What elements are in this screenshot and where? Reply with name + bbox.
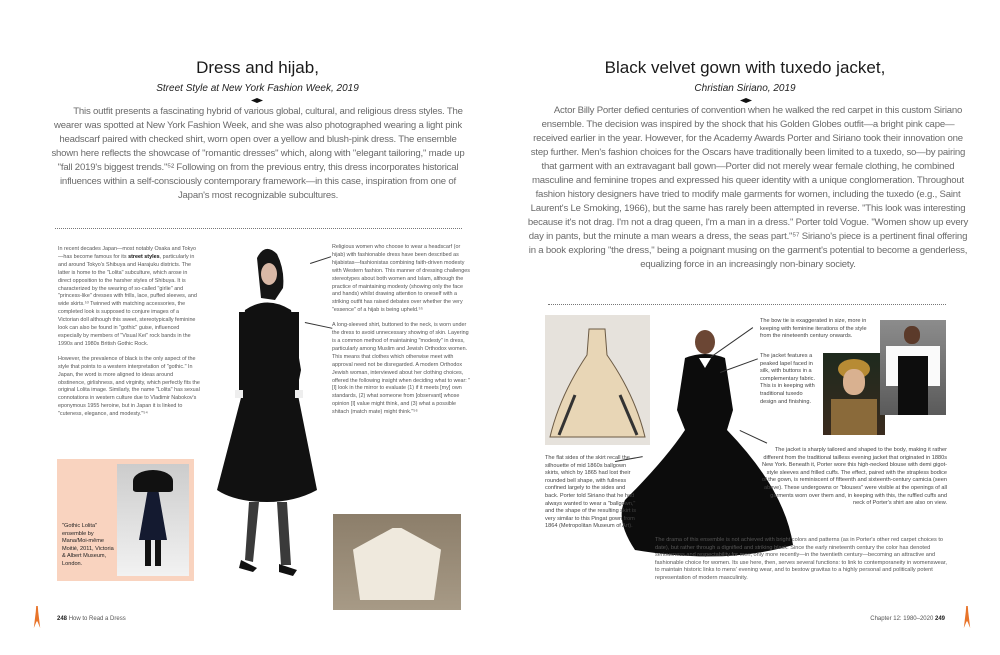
paragraph: A long-sleeved shirt, buttoned to the neck, is worn under the dress to avoid unnecessary showing of skin. Layering is a common method of maintaining "modesty" in dress, particularly among Muslim and Jewish Orthodox women. This means that clothes which otherwise meet with approval need not be disregarded. A modern Orthodox Jewish woman, interviewed about her clothing choices, offered the following insight when deciding what to wear: "[I] look in the mirror to evaluate (1) if it meets [my] own standards, (2) what someone from [observant] whose opinion [I] value might think, and (3) what a possible shitach (match mate) might think."⁵⁶ xyxy=(332,322,471,416)
running-title: How to Read a Dress xyxy=(68,616,126,622)
right-title: Black velvet gown with tuxedo jacket, xyxy=(604,58,886,77)
camicia-portrait-painting xyxy=(823,353,885,435)
jacket-caption: The jacket features a peaked lapel faced in silk, with buttons in a complementary fabric. This is in keeping with traditional tuxedo design and finishing. xyxy=(760,353,816,405)
diamond-ornament-icon xyxy=(740,98,752,103)
middle-column-text xyxy=(332,244,472,424)
page-number: 249 xyxy=(934,616,945,622)
left-subtitle: Street Style at New York Fashion Week, 2019 xyxy=(156,83,359,94)
right-intro: Actor Billy Porter defied centuries of convention when he walked the red carpet in this custom Siriano ensemble. The decision was inspired by the shock that his Golden Globes outfit—a bright pink cape—received earlier in the year. However, for the Academy Awards Porter and Siriano took their innovation one step further. Men's fashion choices for the Oscars have traditionally been limited to a tuxedo, so—by pairing that garment with an extravagant ball gown—Porter did not merely wear female clothing, he combined masculine and feminine tropes and expressed his queer identity with a unique conglomeration. Throughout fashion history designers have tried to modify male garments for women, including the tuxedo (e.g., Saint Laurent's Le Smoking, 1966), but the same has rarely been attempted in reverse. "This look was interesting because it's not drag. I'm not a drag queen, I'm a man in a dress." Porter told Vogue. "Women show up every day in pants, but the minute a man wears a dress, the seas part."⁵⁷ Siriano's piece is a pertinent final offering in a book exploring "the dress," being a poignant musing on the garment's potential to become a genderless, equalizing force in an increasingly non-binary society. xyxy=(527,105,969,270)
gothic-lolita-box xyxy=(57,459,194,581)
tailored-jacket-caption: The jacket is sharply tailored and shaped to the body, making it rather different from the traditional tailless evening jacket that originated in 1880s New York. Beneath it, Porter wore this high-necked blouse with demi gigot-style sleeves and frilled cuffs. The effect, paired with the strapless bodice of the gown, is reminiscent of fifteenth and sixteenth-century camicia (seen above). These undergowns or "blouses" were visible at the openings of all garments worn over them and, in keeping with this, the ruffled cuffs and neck of Porter's shirt are also on view. xyxy=(762,447,948,507)
diamond-ornament-icon xyxy=(251,98,263,103)
bow-tie-caption: The bow tie is exaggerated in size, more in keeping with feminine iterations of the style from the nineteenth century onwards. xyxy=(760,318,867,340)
left-title: Dress and hijab, xyxy=(196,58,319,77)
bold-term: street styles xyxy=(128,253,160,260)
hijab-dress-photo xyxy=(205,240,325,585)
paragraph: However, the prevalence of black is the only aspect of the style that points to a western interpretation of "gothic." In Japan, the word is more aligned to ideas around obstinence, girlishness, and virginity, which perfectly fits the original Lolita image. Similarly, the name "Lolita" has sexual connotations in western culture due to Vladimir Nabokov's eponymous 1955 heroine, but in Japan it is linked to "cuteness, elegance, and modesty."⁵⁴ xyxy=(58,355,200,418)
gothic-lolita-photo xyxy=(117,464,189,576)
divider xyxy=(55,228,462,229)
left-intro: This outfit presents a fascinating hybrid of various global, cultural, and religious dress styles. The wearer was spotted at New York Fashion Week, and she was also photographed wearing a light pink headscarf paired with checked shirt, worn open over a yellow and blush-pink dress. The ensemble shown here reflects the showcase of "romantic dresses" which, along with "elegant tailoring," made up "fall 2019's biggest trends."⁵² Following on from the previous entry, this dress incorporates historical influences within a self-consciously contemporary framework—in this case, inspiration from one of Japan's most recognizable subcultures. xyxy=(51,106,465,201)
gothic-lolita-caption: "Gothic Lolita" ensemble by Mana/Moi-même Moitié, 2011, Victoria & Albert Museum, London. xyxy=(62,523,114,567)
text: In recent decades Japan—most notably Osaka and Tokyo—has become famous for its xyxy=(58,246,197,260)
drama-paragraph: The drama of this ensemble is not achieved with bright colors and patterns (as in Porter's other red carpet choices to date), but rather through a dignified and striking black. Since the early nineteenth century the color has denoted seriousness and respectability for men, only more recently—in the twentieth century—becoming an attractive and fashionable choice for women. Its use here, then, serves several functions: to link to contemporaneity in womenswear, to maintain historic links to mens' evening wear, and to bestow gravitas to a highly personal and politically potent representation of modern masculinity. xyxy=(655,537,947,581)
dress-figure-icon xyxy=(963,606,971,628)
skirt-caption: The flat sides of the skirt recall the silhouette of mid 1860s ballgown skirts, which by 1865 had lost their rounded bell shape, with fullness confined largely to the sides and back. Porter told Siriano that he had always wanted to wear a "ballgown," and the shape of the resulting skirt is very similar to this Pingat gown from 1864 (Metropolitan Museum of Art). xyxy=(545,455,637,530)
divider xyxy=(548,304,946,305)
page-number: 248 xyxy=(57,616,68,622)
right-subtitle: Christian Siriano, 2019 xyxy=(694,83,796,94)
text: , particularly in and around Tokyo's Shibuya and Harajuku districts. The latter is home to the "Lolita" subculture, which arose in direct opposition to the harsher styles of Shibuya. It is characterized by the wearing of so-called "girlie" and "princess-like" dresses with frills, lace, puffed sleeves, and wide skirts.⁵³ Twinned with matching accessories, the completed look is supposed to conjure images of a Victorian doll although this sweet, stereotypically feminine look can also be found in "gothic" guise, influenced especially by members of "Visual Kei" rock bands in the 1990s and 1980s British Gothic Rock. xyxy=(58,253,197,347)
left-column-text xyxy=(58,246,201,426)
dress-figure-icon xyxy=(33,606,41,628)
right-footer xyxy=(800,616,945,622)
paragraph: Religious women who choose to wear a headscarf (or hijab) with fashionable dress have been described as hijabistas—fashionistas combining faith-driven modesty with Western fashion. This manner of dressing challenges stereotypes about both women and Islam, although the practice of maintaining modesty (showing only the face and hands) whilst drawing attention to oneself with a striking outfit has raised debates over whether the very "essence" of a hijab is being upheld.⁵⁵ xyxy=(332,244,470,314)
billy-porter-blouse-photo xyxy=(880,320,946,415)
corset-photo xyxy=(333,514,461,610)
left-footer xyxy=(57,616,126,622)
chapter-title: Chapter 12: 1980–2020 xyxy=(870,616,934,622)
